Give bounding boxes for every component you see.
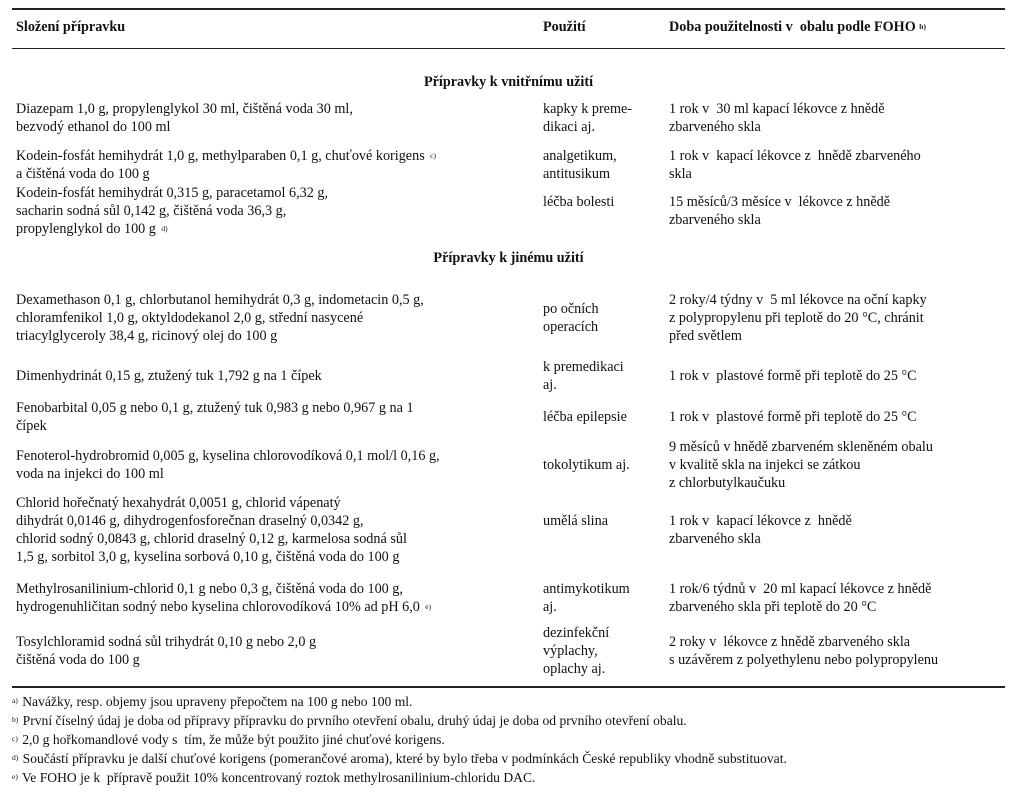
- footnote: [12, 731, 445, 749]
- shelf-life-cell: [669, 193, 890, 211]
- footnote-ref: c): [428, 151, 436, 160]
- use-cell: [543, 456, 630, 474]
- composition-cell: [16, 309, 363, 327]
- header-shelf-life-text: Doba použitelnosti v obalu podle FOHO: [669, 19, 916, 35]
- use-cell: [543, 512, 608, 530]
- use-cell: [543, 100, 632, 118]
- footnote-ref: d): [159, 224, 168, 233]
- composition-cell-text: Fenoterol-hydrobromid 0,005 g, kyselina chlorovodíková 0,1 mol/l 0,16 g,: [16, 448, 440, 464]
- shelf-life-cell-text: z polypropylenu při teplotě do 20 °C, chránit: [669, 310, 924, 326]
- composition-cell-text: triacylglyceroly 38,4 g, ricinový olej do 100 g: [16, 328, 278, 344]
- use-cell: [543, 358, 624, 376]
- use-cell-text: tokolytikum aj.: [543, 457, 630, 473]
- composition-cell: [16, 202, 286, 220]
- composition-cell-text: hydrogenuhličitan sodný nebo kyselina chlorovodíková 10% ad pH 6,0: [16, 599, 420, 615]
- composition-cell-text: Kodein-fosfát hemihydrát 0,315 g, paracetamol 6,32 g,: [16, 185, 329, 201]
- use-cell: [543, 118, 595, 136]
- shelf-life-cell-text: 2 roky v lékovce z hnědě zbarveného skla: [669, 634, 911, 650]
- use-cell: [543, 318, 598, 336]
- footnote: [12, 750, 787, 768]
- composition-cell: [16, 580, 403, 598]
- composition-cell-text: Methylrosanilinium-chlorid 0,1 g nebo 0,3 g, čištěná voda do 100 g,: [16, 581, 403, 597]
- use-cell-text: operacích: [543, 319, 599, 335]
- composition-cell-text: Fenobarbital 0,05 g nebo 0,1 g, ztužený tuk 0,983 g nebo 0,967 g na 1: [16, 400, 414, 416]
- composition-cell: [16, 512, 364, 530]
- use-cell-text: léčba bolesti: [543, 194, 615, 210]
- shelf-life-cell-text: 9 měsíců v hnědě zbarveném skleněném obalu: [669, 439, 933, 455]
- footnote: [12, 769, 535, 787]
- composition-cell-text: Diazepam 1,0 g, propylenglykol 30 ml, čištěná voda 30 ml,: [16, 101, 353, 117]
- footnote-mark: b): [12, 715, 19, 724]
- shelf-life-cell: [669, 438, 933, 456]
- use-cell-text: dezinfekční: [543, 625, 610, 641]
- use-cell-text: kapky k preme-: [543, 101, 633, 117]
- shelf-life-cell-text: 1 rok v plastové formě při teplotě do 25 °C: [669, 368, 917, 384]
- composition-cell: [16, 165, 150, 183]
- shelf-life-cell-text: 1 rok v 30 ml kapací lékovce z hnědě: [669, 101, 885, 117]
- composition-cell-text: Chlorid hořečnatý hexahydrát 0,0051 g, chlorid vápenatý: [16, 495, 341, 511]
- header-use: Použití: [543, 19, 586, 35]
- composition-cell-text: propylenglykol do 100 g: [16, 221, 156, 237]
- shelf-life-cell: [669, 118, 761, 136]
- use-cell: [543, 408, 627, 426]
- footnote-text: Ve FOHO je k přípravě použit 10% koncentrovaný roztok methylrosanilinium-chloridu DAC.: [18, 770, 536, 785]
- composition-cell: [16, 651, 140, 669]
- footnote: [12, 712, 687, 730]
- composition-cell: [16, 530, 407, 548]
- use-cell-text: aj.: [543, 599, 557, 615]
- composition-cell-text: sacharin sodná sůl 0,142 g, čištěná voda 36,3 g,: [16, 203, 287, 219]
- shelf-life-cell: [669, 367, 917, 385]
- shelf-life-cell: [669, 165, 692, 183]
- composition-cell: [16, 327, 277, 345]
- use-cell: [543, 660, 605, 678]
- composition-cell: [16, 367, 322, 385]
- shelf-life-cell-text: 1 rok v plastové formě při teplotě do 25 °C: [669, 409, 917, 425]
- bottom-rule: [12, 686, 1005, 688]
- use-cell: [543, 147, 617, 165]
- composition-cell-text: čípek: [16, 418, 47, 434]
- composition-cell: [16, 548, 399, 566]
- footnote-text: Navážky, resp. objemy jsou upraveny přepočtem na 100 g nebo 100 ml.: [18, 694, 413, 709]
- header-composition: Složení přípravku: [16, 19, 126, 35]
- use-cell-text: dikaci aj.: [543, 119, 595, 135]
- shelf-life-cell-text: 15 měsíců/3 měsíce v lékovce z hnědě: [669, 194, 891, 210]
- composition-cell: [16, 100, 353, 118]
- use-cell-text: léčba epilepsie: [543, 409, 627, 425]
- composition-cell: [16, 494, 341, 512]
- use-cell-text: analgetikum,: [543, 148, 617, 164]
- composition-cell-text: Kodein-fosfát hemihydrát 1,0 g, methylparaben 0,1 g, chuťové korigens: [16, 148, 425, 164]
- composition-cell: [16, 184, 328, 202]
- use-cell: [543, 580, 630, 598]
- top-rule: [12, 8, 1005, 10]
- use-cell-text: k premedikaci: [543, 359, 624, 375]
- shelf-life-cell-text: v kvalitě skla na injekci se zátkou: [669, 457, 861, 473]
- composition-cell: [16, 598, 431, 616]
- footnote-mark: d): [12, 753, 19, 762]
- shelf-life-cell: [669, 530, 761, 548]
- use-cell: [543, 193, 614, 211]
- composition-cell-text: 1,5 g, sorbitol 3,0 g, kyselina sorbová 0,10 g, čištěná voda do 100 g: [16, 549, 400, 565]
- composition-cell-text: a čištěná voda do 100 g: [16, 166, 150, 182]
- shelf-life-cell: [669, 651, 938, 669]
- shelf-life-cell-text: 1 rok v kapací lékovce z hnědě: [669, 513, 852, 529]
- composition-cell: [16, 118, 170, 136]
- shelf-life-cell: [669, 580, 931, 598]
- use-cell-text: výplachy,: [543, 643, 598, 659]
- composition-cell: [16, 633, 316, 651]
- footnote-mark: e): [12, 772, 18, 781]
- composition-cell-text: Dexamethason 0,1 g, chlorbutanol hemihydrát 0,3 g, indometacin 0,5 g,: [16, 292, 424, 308]
- composition-cell-text: voda na injekci do 100 ml: [16, 466, 164, 482]
- use-cell: [543, 598, 557, 616]
- use-cell: [543, 300, 599, 318]
- footnote-text: První číselný údaj je doba od přípravy přípravku do prvního otevření obalu, druhý údaj je doba od prvního otevření obalu.: [19, 713, 687, 728]
- header-shelf-life-sup: b): [919, 22, 926, 31]
- shelf-life-cell-text: z chlorbutylkaučuku: [669, 475, 786, 491]
- use-cell: [543, 376, 557, 394]
- footnote-ref: e): [423, 602, 432, 611]
- composition-cell-text: dihydrát 0,0146 g, dihydrogenfosforečnan draselný 0,0342 g,: [16, 513, 364, 529]
- footnote-text: Součástí přípravku je další chuťové korigens (pomerančové aroma), které by bylo třeba v podmínkách České republiky vhodně substituovat.: [19, 751, 787, 766]
- shelf-life-cell: [669, 633, 910, 651]
- composition-cell: [16, 417, 47, 435]
- footnote-mark: a): [12, 696, 18, 705]
- shelf-life-cell: [669, 291, 927, 309]
- footnote-text: 2,0 g hořkomandlové vody s tím, že může být použito jiné chuťové korigens.: [18, 732, 445, 747]
- use-cell-text: oplachy aj.: [543, 661, 606, 677]
- shelf-life-cell: [669, 456, 860, 474]
- composition-cell: [16, 465, 164, 483]
- shelf-life-cell-text: skla: [669, 166, 692, 182]
- composition-cell: [16, 447, 440, 465]
- section-internal: Přípravky k vnitřnímu užití: [423, 74, 594, 90]
- composition-cell-text: čištěná voda do 100 g: [16, 652, 140, 668]
- use-cell-text: aj.: [543, 377, 557, 393]
- shelf-life-cell: [669, 512, 852, 530]
- use-cell: [543, 624, 609, 642]
- header-rule: [12, 48, 1005, 49]
- composition-cell: [16, 147, 436, 165]
- shelf-life-cell-text: před světlem: [669, 328, 742, 344]
- shelf-life-cell-text: 1 rok v kapací lékovce z hnědě zbarveného: [669, 148, 921, 164]
- composition-cell: [16, 399, 414, 417]
- shelf-life-cell: [669, 100, 885, 118]
- shelf-life-cell: [669, 147, 921, 165]
- section-other: Přípravky k jinému užití: [433, 250, 584, 266]
- use-cell: [543, 642, 598, 660]
- shelf-life-cell-text: zbarveného skla: [669, 531, 761, 547]
- use-cell-text: po očních: [543, 301, 599, 317]
- composition-cell-text: bezvodý ethanol do 100 ml: [16, 119, 171, 135]
- shelf-life-cell-text: zbarveného skla při teplotě do 20 °C: [669, 599, 877, 615]
- composition-cell-text: Tosylchloramid sodná sůl trihydrát 0,10 g nebo 2,0 g: [16, 634, 317, 650]
- use-cell-text: antitusikum: [543, 166, 610, 182]
- composition-cell: [16, 291, 424, 309]
- shelf-life-cell-text: 1 rok/6 týdnů v 20 ml kapací lékovce z hnědě: [669, 581, 932, 597]
- header-shelf-life: [669, 18, 926, 36]
- shelf-life-cell-text: zbarveného skla: [669, 212, 761, 228]
- shelf-life-cell-text: s uzávěrem z polyethylenu nebo polypropylenu: [669, 652, 939, 668]
- composition-cell: [16, 220, 168, 238]
- shelf-life-cell-text: 2 roky/4 týdny v 5 ml lékovce na oční kapky: [669, 292, 927, 308]
- shelf-life-cell: [669, 309, 924, 327]
- shelf-life-cell: [669, 598, 876, 616]
- composition-cell-text: Dimenhydrinát 0,15 g, ztužený tuk 1,792 g na 1 čípek: [16, 368, 322, 384]
- shelf-life-cell: [669, 408, 917, 426]
- footnote: [12, 693, 412, 711]
- footnote-mark: c): [12, 734, 18, 743]
- use-cell-text: umělá slina: [543, 513, 609, 529]
- shelf-life-cell-text: zbarveného skla: [669, 119, 761, 135]
- composition-cell-text: chloramfenikol 1,0 g, oktyldodekanol 2,0 g, střední nasycené: [16, 310, 364, 326]
- shelf-life-cell: [669, 474, 785, 492]
- shelf-life-cell: [669, 211, 761, 229]
- use-cell-text: antimykotikum: [543, 581, 630, 597]
- use-cell: [543, 165, 610, 183]
- shelf-life-cell: [669, 327, 742, 345]
- composition-cell-text: chlorid sodný 0,0843 g, chlorid draselný 0,12 g, karmelosa sodná sůl: [16, 531, 407, 547]
